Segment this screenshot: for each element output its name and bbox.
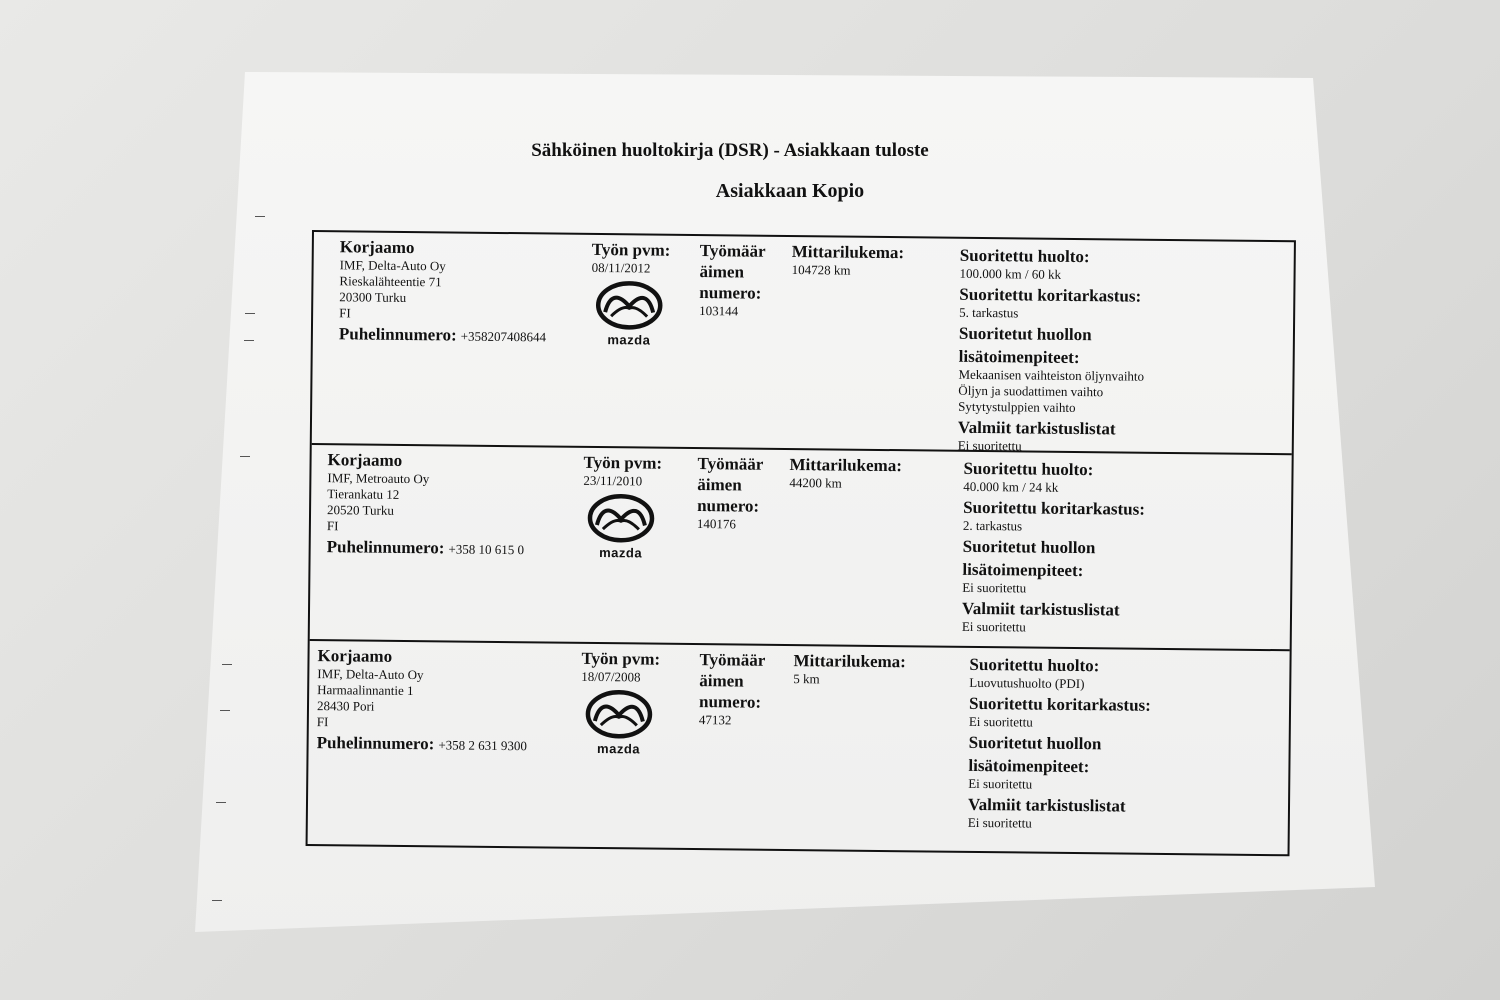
workshop-column bbox=[339, 236, 585, 347]
checklists-value: Ei suoritettu bbox=[961, 618, 1026, 635]
work-order-label: Työmäär bbox=[699, 650, 766, 670]
binding-hole-mark bbox=[212, 900, 222, 901]
body-inspection-label: Suoritettu koritarkastus: bbox=[963, 497, 1146, 519]
extra-measure-item: Ei suoritettu bbox=[968, 775, 1033, 792]
phone-line bbox=[327, 536, 572, 560]
workshop-country: FI bbox=[326, 518, 339, 534]
phone-label: Puhelinnumero: bbox=[326, 537, 445, 558]
body-inspection-label: Suoritettu koritarkastus: bbox=[968, 693, 1151, 715]
binding-hole-mark bbox=[245, 313, 255, 314]
work-order-label: äimen bbox=[697, 475, 742, 495]
workshop-column bbox=[327, 449, 573, 560]
document-title: Sähköinen huoltokirja (DSR) - Asiakkaan tuloste bbox=[531, 140, 929, 161]
work-order-label: numero: bbox=[697, 496, 760, 516]
binding-hole-mark bbox=[244, 340, 254, 341]
checklists-label: Valmiit tarkistuslistat bbox=[957, 417, 1116, 439]
odometer-column bbox=[793, 650, 953, 689]
checklists-value: Ei suoritettu bbox=[967, 814, 1032, 831]
binding-hole-mark bbox=[220, 710, 230, 711]
mazda-logo-icon bbox=[587, 493, 656, 544]
extra-measures-label: Suoritetut huollon bbox=[968, 732, 1102, 754]
phone-number: +358207408644 bbox=[460, 328, 547, 345]
work-date: 23/11/2010 bbox=[583, 472, 643, 489]
service-column bbox=[958, 243, 1280, 457]
mazda-logo-icon bbox=[585, 689, 654, 740]
extra-measure-item: Ei suoritettu bbox=[962, 579, 1027, 596]
body-inspection-label: Suoritettu koritarkastus: bbox=[959, 284, 1142, 306]
odometer-label: Mittarilukema: bbox=[791, 242, 905, 263]
date-column bbox=[583, 452, 684, 561]
checklists-value: Ei suoritettu bbox=[957, 437, 1022, 454]
service-column bbox=[968, 652, 1290, 834]
mazda-wordmark: mazda bbox=[599, 545, 643, 561]
workshop-column bbox=[317, 645, 563, 756]
odometer-value: 5 km bbox=[793, 671, 820, 687]
service-record bbox=[308, 641, 1290, 854]
work-order-number: 103144 bbox=[699, 303, 739, 319]
workshop-city: 20300 Turku bbox=[339, 289, 407, 305]
phone-label: Puhelinnumero: bbox=[338, 324, 457, 345]
mazda-logo bbox=[587, 493, 664, 561]
phone-line bbox=[339, 323, 584, 347]
phone-number: +358 10 615 0 bbox=[448, 541, 525, 558]
work-date: 18/07/2008 bbox=[581, 668, 641, 685]
checklists-label: Valmiit tarkistuslistat bbox=[961, 598, 1120, 620]
workshop-city: 28430 Pori bbox=[316, 698, 375, 714]
service-label: Suoritettu huolto: bbox=[969, 654, 1100, 676]
work-order-column bbox=[697, 453, 790, 533]
work-order-label: numero: bbox=[699, 283, 762, 303]
work-order-label: Työmäär bbox=[699, 241, 766, 261]
service-label: Suoritettu huolto: bbox=[963, 458, 1094, 480]
mazda-wordmark: mazda bbox=[607, 332, 651, 348]
binding-hole-mark bbox=[255, 216, 265, 217]
workshop-street: Rieskalähteentie 71 bbox=[339, 273, 442, 290]
work-order-label: Työmäär bbox=[697, 454, 764, 474]
odometer-label: Mittarilukema: bbox=[793, 651, 906, 672]
phone-line bbox=[317, 732, 562, 756]
odometer-value: 104728 km bbox=[791, 262, 851, 278]
date-column bbox=[591, 239, 692, 348]
workshop-street: Tierankatu 12 bbox=[327, 486, 400, 502]
odometer-column bbox=[792, 241, 952, 280]
extra-measure-item: Öljyn ja suodattimen vaihto bbox=[958, 382, 1104, 400]
service-record bbox=[312, 232, 1294, 455]
date-column bbox=[581, 648, 682, 757]
work-order-label: äimen bbox=[699, 262, 745, 282]
odometer-column bbox=[789, 454, 949, 493]
service-column bbox=[962, 456, 1284, 638]
work-date-label: Työn pvm: bbox=[583, 452, 663, 473]
binding-hole-mark bbox=[216, 802, 226, 803]
service-record-table bbox=[306, 230, 1296, 856]
service-value: 100.000 km / 60 kk bbox=[959, 265, 1062, 282]
document-subtitle: Asiakkaan Kopio bbox=[715, 180, 865, 202]
workshop-label: Korjaamo bbox=[317, 646, 393, 666]
body-inspection-value: 5. tarkastus bbox=[959, 304, 1019, 321]
work-date-label: Työn pvm: bbox=[581, 648, 661, 669]
workshop-label: Korjaamo bbox=[327, 450, 403, 470]
extra-measures-label: Suoritetut huollon bbox=[958, 323, 1092, 345]
workshop-country: FI bbox=[316, 714, 329, 730]
workshop-name: IMF, Delta-Auto Oy bbox=[317, 666, 424, 683]
service-value: 40.000 km / 24 kk bbox=[963, 478, 1059, 495]
odometer-value: 44200 km bbox=[789, 475, 842, 491]
work-order-number: 47132 bbox=[698, 712, 732, 728]
workshop-city: 20520 Turku bbox=[326, 502, 394, 518]
workshop-label: Korjaamo bbox=[339, 237, 415, 258]
extra-measures-label: lisätoimenpiteet: bbox=[968, 755, 1090, 777]
extra-measure-item: Mekaanisen vaihteiston öljynvaihto bbox=[958, 366, 1145, 384]
service-value: Luovutushuolto (PDI) bbox=[969, 674, 1085, 692]
workshop-country: FI bbox=[339, 305, 351, 321]
work-order-column bbox=[699, 649, 792, 729]
phone-number: +358 2 631 9300 bbox=[438, 737, 528, 754]
odometer-label: Mittarilukema: bbox=[789, 455, 903, 476]
extra-measures-label: lisätoimenpiteet: bbox=[962, 559, 1084, 581]
work-order-label: äimen bbox=[699, 671, 744, 691]
mazda-logo bbox=[595, 280, 672, 348]
work-order-number: 140176 bbox=[696, 516, 737, 532]
body-inspection-value: Ei suoritettu bbox=[968, 713, 1033, 730]
mazda-wordmark: mazda bbox=[597, 741, 641, 757]
work-date: 08/11/2012 bbox=[591, 259, 651, 276]
binding-hole-mark bbox=[222, 664, 232, 665]
work-order-label: numero: bbox=[698, 692, 762, 712]
workshop-name: IMF, Metroauto Oy bbox=[327, 470, 430, 487]
mazda-logo-icon bbox=[595, 280, 664, 331]
workshop-street: Harmaalinnantie 1 bbox=[317, 682, 414, 699]
work-date-label: Työn pvm: bbox=[591, 239, 671, 260]
work-order-column bbox=[699, 240, 792, 320]
service-record bbox=[310, 445, 1292, 651]
extra-measures-label: Suoritetut huollon bbox=[962, 536, 1096, 558]
extra-measures-label: lisätoimenpiteet: bbox=[958, 346, 1080, 368]
service-label: Suoritettu huolto: bbox=[959, 245, 1090, 267]
binding-hole-mark bbox=[240, 456, 250, 457]
checklists-label: Valmiit tarkistuslistat bbox=[967, 794, 1126, 816]
workshop-name: IMF, Delta-Auto Oy bbox=[339, 257, 446, 274]
mazda-logo bbox=[585, 689, 662, 757]
body-inspection-value: 2. tarkastus bbox=[962, 517, 1023, 534]
extra-measure-item: Sytytystulppien vaihto bbox=[958, 398, 1076, 416]
phone-label: Puhelinnumero: bbox=[316, 733, 435, 754]
